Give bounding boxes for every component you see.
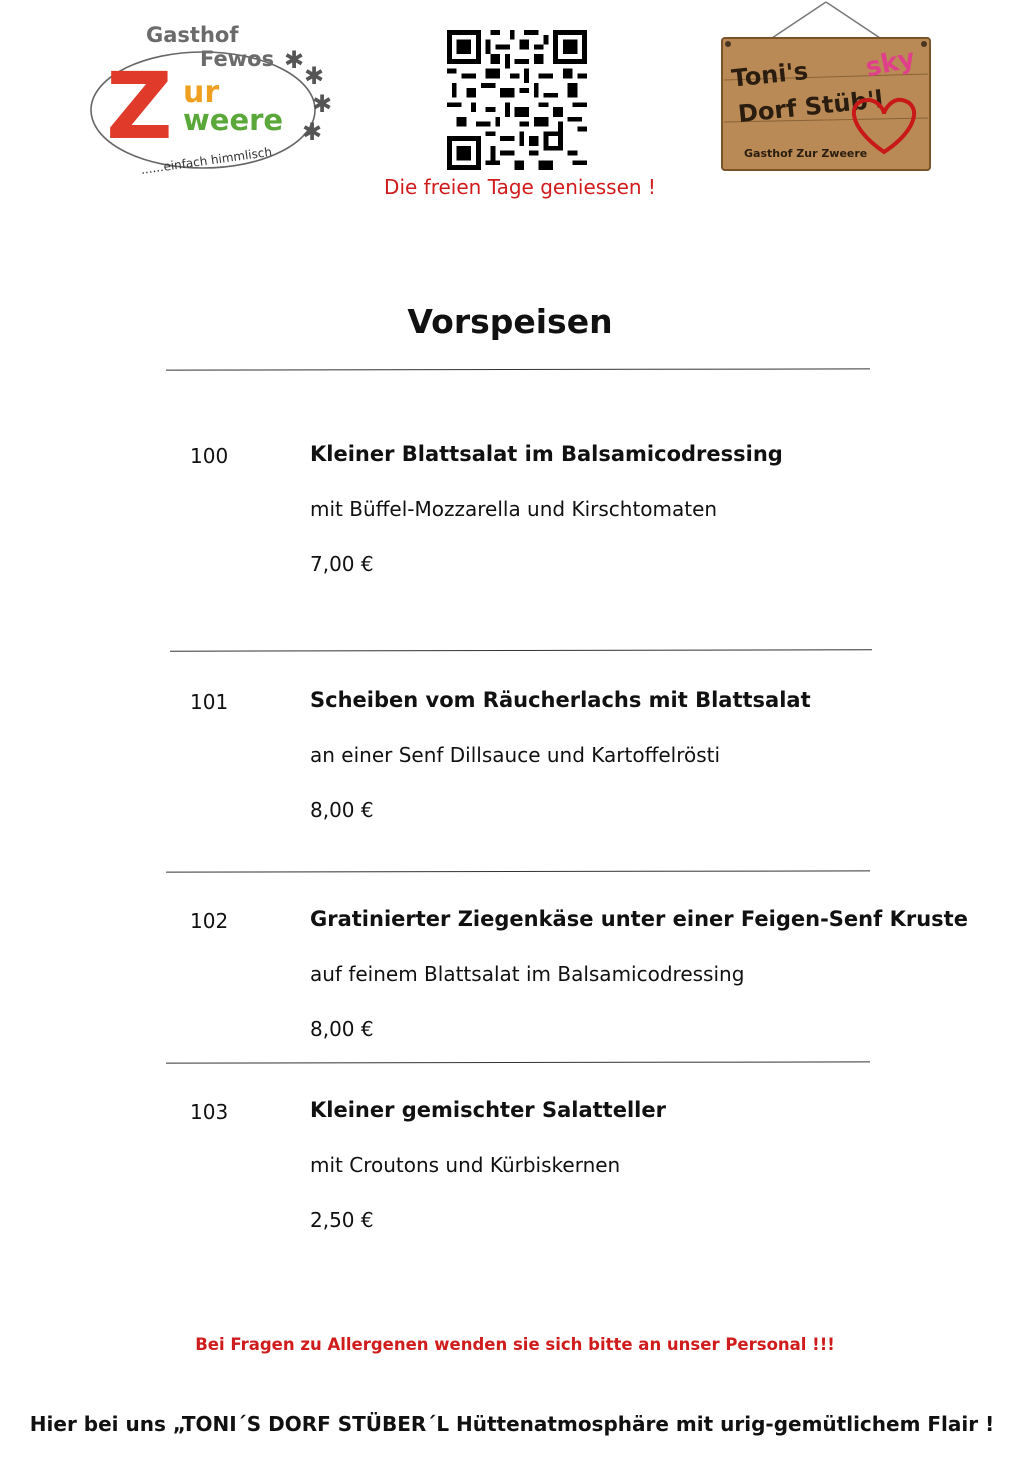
section-heading: Vorspeisen [407, 302, 613, 341]
sign-text-tonis: Toni's [730, 56, 810, 93]
svg-text:✱: ✱ [312, 90, 333, 118]
gasthof-zur-zweere-logo [88, 20, 338, 180]
item-description: mit Büffel-Mozzarella und Kirschtomaten [310, 497, 718, 521]
menu-item-103 [0, 1096, 1024, 1236]
item-title: Gratinierter Ziegenkäse unter einer Feigen-Senf Kruste [310, 907, 968, 931]
logo-text-ur: ur [183, 75, 220, 110]
item-description: auf feinem Blattsalat im Balsamicodressing [310, 962, 745, 986]
tagline: Die freien Tage geniessen ! [384, 175, 656, 199]
divider [170, 649, 872, 651]
item-number: 103 [190, 1100, 229, 1124]
item-number: 100 [190, 444, 229, 468]
svg-text:✱: ✱ [284, 46, 305, 74]
logo-big-z: Z [106, 53, 173, 160]
sign-subtitle: Gasthof Zur Zweere [744, 147, 868, 160]
item-number: 101 [190, 690, 229, 714]
star-icons [284, 46, 332, 146]
item-price: 2,50 € [310, 1208, 374, 1232]
divider [166, 1061, 870, 1063]
sign-text-dorf-stuebl: Dorf Stüb'l [736, 85, 885, 129]
allergen-notice: Bei Fragen zu Allergenen wenden sie sich bitte an unser Personal !!! [195, 1335, 835, 1354]
svg-text:✱: ✱ [304, 62, 325, 90]
menu-item-101 [0, 686, 1024, 826]
item-title: Scheiben vom Räucherlachs mit Blattsalat [310, 688, 811, 712]
tonis-dorf-stuebl-sign [718, 0, 934, 178]
item-title: Kleiner Blattsalat im Balsamicodressing [310, 442, 783, 466]
logo-text-weere: weere [183, 103, 284, 137]
svg-text:✱: ✱ [302, 118, 323, 146]
item-title: Kleiner gemischter Salatteller [310, 1098, 666, 1122]
item-number: 102 [190, 909, 229, 933]
menu-item-102 [0, 905, 1024, 1045]
logo-slogan: ......einfach himmlisch [139, 144, 273, 177]
item-price: 7,00 € [310, 552, 374, 576]
qr-code-icon[interactable] [447, 30, 587, 170]
logo-text-fewos: Fewos [200, 47, 275, 71]
item-description: mit Croutons und Kürbiskernen [310, 1153, 621, 1177]
logo-text-gasthof: Gasthof [146, 23, 239, 47]
item-price: 8,00 € [310, 798, 374, 822]
item-description: an einer Senf Dillsauce und Kartoffelrösti [310, 743, 721, 767]
menu-item-100 [0, 440, 1024, 580]
divider [166, 870, 870, 872]
item-price: 8,00 € [310, 1017, 374, 1041]
sky-badge: sky [862, 43, 918, 84]
divider [166, 368, 870, 370]
footer-slogan: Hier bei uns „TONI´S DORF STÜBER´L Hüttenatmosphäre mit urig-gemütlichem Flair ! [29, 1412, 995, 1436]
